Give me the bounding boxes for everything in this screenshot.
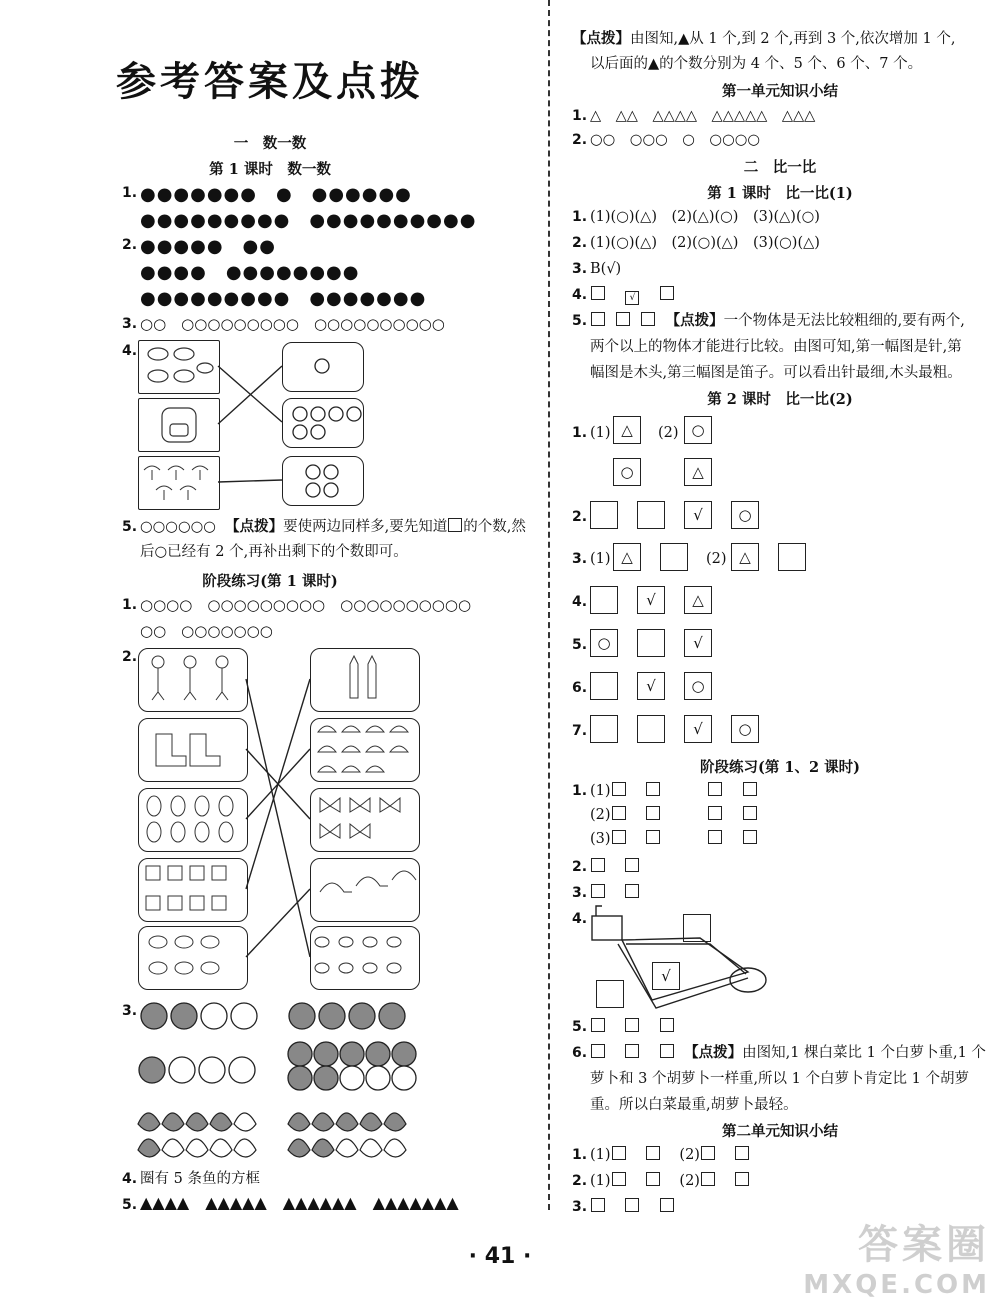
page-title: 参考答案及点拨	[116, 58, 424, 105]
question-number: 1.	[572, 783, 588, 799]
leaf-icons	[138, 1113, 406, 1157]
tip-label: 【点拨】	[572, 30, 630, 47]
section-title: 第一单元知识小结	[722, 83, 838, 100]
answer-dots: ●●●●●●● ● ●●●●●●	[140, 184, 412, 205]
part-label: (1)	[590, 551, 611, 567]
flag-icon	[596, 906, 602, 916]
part-label: (2)	[706, 551, 727, 567]
matching-lines	[218, 366, 310, 957]
hats-icon	[148, 348, 213, 382]
page-number: · 41 ·	[468, 1244, 532, 1269]
answer-box: √	[684, 629, 712, 657]
cap-icon	[320, 871, 416, 892]
watermark-logo: 答案圈	[858, 1222, 990, 1268]
tip-text: 一个物体是无法比较粗细的,要有两个,	[723, 313, 965, 329]
umbrellas-icon	[144, 466, 208, 500]
part-label: (1)	[590, 1173, 611, 1189]
lesson-title: 第 1 课时 数一数	[209, 161, 331, 178]
answer-circles: ○○○○ ○○○○○○○○○ ○○○○○○○○○○	[140, 596, 472, 614]
question-number: 4.	[122, 1171, 138, 1187]
question-number: 5.	[572, 1019, 588, 1035]
question-number: 3.	[572, 551, 588, 567]
question-number: 3.	[572, 885, 588, 901]
answer-text: (1)(○)(△) (2)(○)(△) (3)(○)(△)	[590, 235, 820, 251]
tip-line: 由图知,▲从 1 个,到 2 个,再到 3 个,依次增加 1 个,	[630, 31, 956, 47]
answer-box: △	[684, 458, 712, 486]
tip-text: 两个以上的物体才能进行比较。由图可知,第一幅图是针,第	[590, 339, 962, 355]
tip-text: 萝卜和 3 个胡萝卜一样重,所以 1 个白萝卜肯定比 1 个胡萝	[590, 1071, 969, 1087]
question-number: 3.	[122, 1003, 138, 1019]
answer-circles: ○○ ○○○ ○ ○○○○	[590, 132, 761, 148]
answer-text: (1)(○)(△) (2)(△)(○) (3)(△)(○)	[590, 209, 820, 225]
tip-label: 【点拨】	[225, 518, 284, 535]
answer-dots: ●●●●●●●●● ●●●●●●●	[140, 288, 427, 309]
question-number: 4.	[122, 343, 138, 359]
answer-dots: ●●●● ●●●●●●●●	[140, 262, 360, 283]
answer-circles: ○○ ○○○○○○○	[140, 622, 273, 640]
answer-box: √	[637, 672, 665, 700]
part-label: (1)	[590, 1147, 611, 1163]
answer-text: B(√)	[590, 261, 622, 277]
answer-triangles: ▲▲▲▲ ▲▲▲▲▲ ▲▲▲▲▲▲ ▲▲▲▲▲▲▲	[140, 1193, 459, 1212]
answer-box: √	[652, 962, 680, 990]
question-number: 2.	[122, 237, 138, 253]
answer-text: 圈有 5 条鱼的方框	[140, 1171, 260, 1187]
tip-text: 重。所以白菜最重,胡萝卜最轻。	[590, 1097, 798, 1113]
children-icon	[152, 656, 228, 700]
tip-label: 【点拨】	[665, 312, 724, 329]
tip-text: 的个数,然	[463, 519, 526, 535]
question-number: 3.	[122, 316, 138, 332]
question-number: 5.	[572, 637, 588, 653]
part-label: (1)	[590, 425, 611, 441]
question-number: 3.	[572, 261, 588, 277]
flag-icon	[146, 866, 226, 910]
question-number: 2.	[572, 509, 588, 525]
answer-box: √	[625, 291, 639, 305]
lesson-title: 第 2 课时 比一比(2)	[707, 391, 853, 408]
question-number: 1.	[572, 209, 588, 225]
pear-icon	[147, 796, 233, 842]
question-number: 4.	[572, 594, 588, 610]
question-number: 5.	[122, 1197, 138, 1213]
tip-text: 幅图是木头,第三幅图是笛子。可以看出针最细,木头最粗。	[590, 365, 962, 381]
part-label: (2)	[679, 1147, 700, 1163]
answer-triangles: △ △△ △△△△ △△△△△ △△△	[590, 108, 816, 124]
question-number: 6.	[572, 680, 588, 696]
butterfly-icon	[320, 798, 400, 838]
section-title: 第二单元知识小结	[722, 1123, 838, 1140]
answer-box: ○	[731, 715, 759, 743]
question-number: 1.	[122, 597, 138, 613]
tip-text: 以后面的▲的个数分别为 4 个、5 个、6 个、7 个。	[590, 56, 923, 72]
part-label: (2)	[658, 425, 679, 441]
answer-box: △	[731, 543, 759, 571]
unit-title: 一 数一数	[233, 135, 307, 152]
lesson-title: 第 1 课时 比一比(1)	[707, 185, 853, 202]
question-number: 5.	[572, 313, 588, 329]
question-number: 1.	[572, 425, 588, 441]
question-number: 2.	[572, 235, 588, 251]
question-number: 1.	[572, 1147, 588, 1163]
answer-box: ○	[684, 416, 712, 444]
tip-text: 要使两边同样多,要先知道	[283, 519, 448, 535]
answer-dots: ●●●●●●●●● ●●●●●●●●●●	[140, 210, 477, 231]
question-number: 6.	[572, 1045, 588, 1061]
part-label: (2)	[590, 807, 611, 823]
unit-title: 二 比一比	[743, 159, 817, 176]
boot-icon	[156, 734, 220, 766]
answer-box: ○	[684, 672, 712, 700]
answer-circles: ○○ ○○○○○○○○○ ○○○○○○○○○○	[140, 315, 445, 333]
turtle-icon	[149, 936, 219, 974]
answer-box: √	[684, 715, 712, 743]
answer-box: √	[637, 586, 665, 614]
answer-box: ○	[590, 629, 618, 657]
section-title: 阶段练习(第 1 课时)	[202, 573, 338, 590]
watermark	[803, 1213, 990, 1300]
answer-dots: ●●●●● ●●	[140, 236, 276, 257]
school-icon	[592, 916, 622, 940]
tip-text: 由图知,1 棵白菜比 1 个白萝卜重,1 个	[742, 1045, 986, 1061]
part-label: (1)	[590, 783, 611, 799]
mushroom-icon	[318, 726, 408, 772]
pencil-icon	[350, 656, 376, 698]
question-number: 2.	[572, 132, 588, 148]
question-number: 1.	[122, 185, 138, 201]
question-number: 1.	[572, 108, 588, 124]
part-label: (3)	[590, 831, 611, 847]
tip-label: 【点拨】	[684, 1044, 743, 1061]
answer-box: △	[613, 416, 641, 444]
flower-icons	[139, 1003, 416, 1090]
answer-box: △	[684, 586, 712, 614]
watermark-url: MXQE.COM	[803, 1270, 990, 1300]
question-number: 5.	[122, 519, 138, 535]
question-number: 7.	[572, 723, 588, 739]
backpack-icon	[162, 408, 196, 442]
question-number: 2.	[122, 649, 138, 665]
answer-box: √	[684, 501, 712, 529]
question-number: 2.	[572, 1173, 588, 1189]
answer-box: △	[613, 543, 641, 571]
question-number: 4.	[572, 287, 588, 303]
tip-text: 后○已经有 2 个,再补出剩下的个数即可。	[140, 544, 408, 560]
answer-circles: ○○○○○○	[140, 519, 216, 535]
section-title: 阶段练习(第 1、2 课时)	[700, 759, 860, 776]
question-number: 2.	[572, 859, 588, 875]
part-label: (2)	[679, 1173, 700, 1189]
route-map	[592, 906, 766, 1008]
circle-icon	[293, 359, 361, 497]
crab-icon	[315, 937, 401, 973]
question-number: 4.	[572, 911, 588, 927]
answer-box: ○	[613, 458, 641, 486]
question-number: 3.	[572, 1199, 588, 1215]
answer-box: ○	[731, 501, 759, 529]
